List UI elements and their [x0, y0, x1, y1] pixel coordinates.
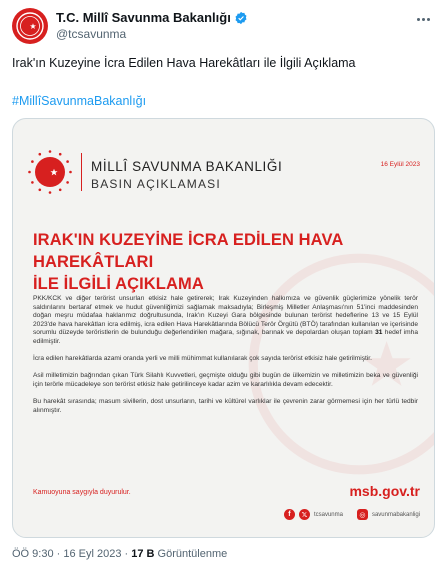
p1-text-end: hedef imha edilmiştir.	[33, 329, 419, 345]
views-label: Görüntülenme	[154, 548, 228, 560]
name-row	[56, 10, 248, 25]
more-options-icon[interactable]	[413, 12, 433, 26]
body-paragraph-1	[33, 295, 418, 347]
headline-line-1: IRAK'IN KUZEYİNE İCRA EDİLEN HAVA HAREKÂTLARI	[33, 231, 343, 271]
tweet-meta	[12, 548, 227, 560]
document-body	[33, 295, 418, 424]
account-display-name[interactable]: T.C. Millî Savunma Bakanlığı	[56, 10, 231, 25]
headline-line-2: İLE İLGİLİ AÇIKLAMA	[33, 275, 204, 293]
verified-badge-icon	[234, 11, 248, 25]
document-type: BASIN AÇIKLAMASI	[91, 177, 221, 191]
p1-text: PKK/KCK ve diğer terörist unsurları etkisiz hale getirerek; Irak Kuzeyinden halkımıza ve güvenlik güçlerimize yönelik terör saldırılarını bertaraf etmek ve hudut güvenliğimizi sağlamak maksadıyla; Birleşmiş Milletler Anlaşması'nın 51'inci maddesinden doğan meşru müdafaa haklarımız doğrultusunda, Irak'ın Kuzeyi Gara bölgesinde bulunan terörist hedeflerine 13 ve 15 Eylül 2023'de hava harekâtları icra edilmiş, icra edilen Hava Harekâtlarında Bölücü Terör Örgütü (BTÖ) tarafından kullanılan ve içerisinde sorumlu düzeyde teröristlerin de bulunduğu değerlendirilen mağara, sığınak, barınak ve depolardan oluşan toplam	[33, 295, 418, 337]
views-count: 17 B	[131, 548, 155, 560]
tweet-header	[12, 6, 435, 46]
website-text: msb.gov.tr	[349, 483, 420, 499]
instagram-icon: ◎	[357, 509, 368, 520]
hashtag-link[interactable]: #MillîSavunmaBakanlığı	[12, 94, 147, 108]
body-paragraph-3: Asil milletimizin bağrından çıkan Türk Silahlı Kuvvetleri, geçmişte olduğu gibi bugün de ülkemizin ve milletimizin beka ve güvenliği için terörle mücadeleye son terörist etkisiz hale getirilinceye kadar azim ve kararlılıkla devam edecektir.	[33, 372, 418, 388]
account-avatar[interactable]	[12, 8, 48, 44]
tweet-media-image[interactable]	[12, 118, 435, 538]
header-divider	[81, 153, 82, 191]
social-links	[284, 509, 420, 520]
x-icon: 𝕏	[299, 509, 310, 520]
body-paragraph-4: Bu harekât sırasında; masum sivillerin, dost unsurların, tarihi ve kültürel varlıklar ile çevrenin zarar görmemesi için her türlü tedbir alınmıştır.	[33, 398, 418, 414]
facebook-icon: f	[284, 509, 295, 520]
msb-emblem-icon	[12, 8, 48, 44]
document-headline	[33, 229, 423, 295]
body-paragraph-2: İcra edilen harekâtlarda azami oranda yerli ve milli mühimmat kullanılarak çok sayıda terörist etkisiz hale getirilmiştir.	[33, 355, 372, 363]
tweet-timestamp[interactable]: ÖÖ 9:30 · 16 Eyl 2023 ·	[12, 548, 132, 560]
social-handle-2: savunmabakanligi	[371, 511, 420, 518]
target-count: 31	[375, 329, 383, 337]
ministry-name: MİLLÎ SAVUNMA BAKANLIĞI	[91, 159, 283, 174]
ministry-emblem-icon	[27, 149, 73, 195]
document-date: 16 Eylül 2023	[380, 161, 420, 168]
tweet-text: Irak'ın Kuzeyine İcra Edilen Hava Harekâtları ile İlgili Açıklama	[12, 56, 356, 70]
signoff-text: Kamuoyuna saygıyla duyurulur.	[33, 489, 131, 496]
account-handle[interactable]: @tcsavunma	[56, 27, 127, 41]
social-handle-1: tcsavunma	[313, 511, 343, 518]
